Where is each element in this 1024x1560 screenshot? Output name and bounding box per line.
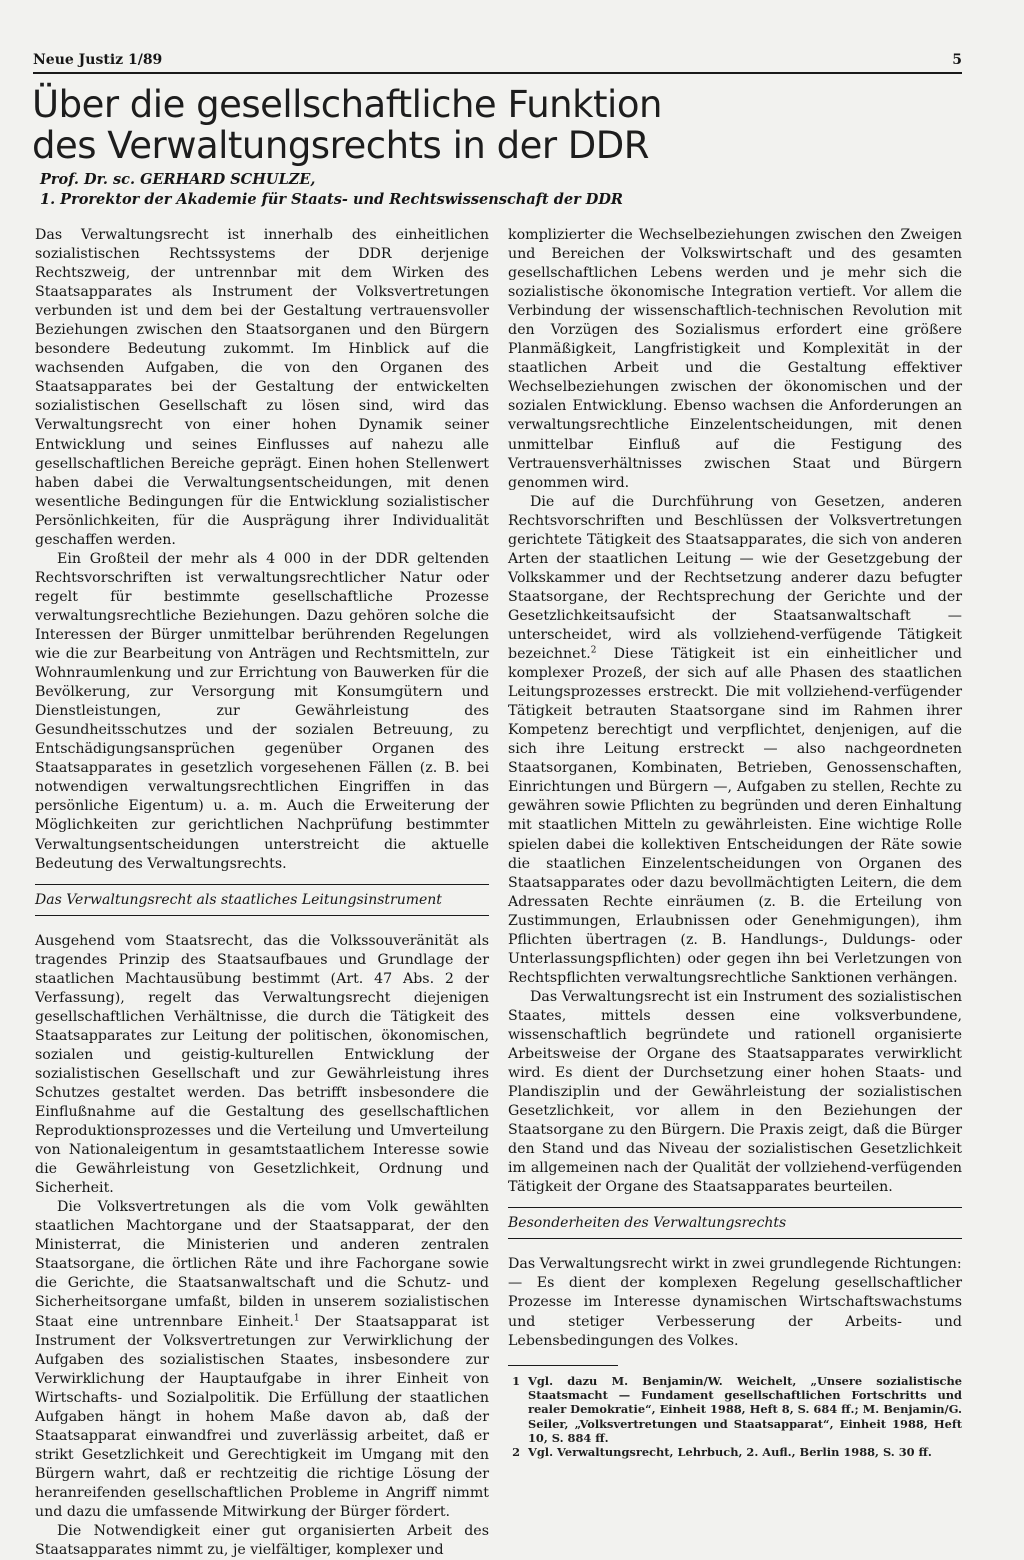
right-paragraph-2-text-a: Die auf die Durchführung von Gesetzen, anderen Rechtsvorschriften und Beschlüssen der Volksvertretungen gerichtete Tätigkeit des Staatsapparates, die sich von anderen Arten der staatlichen Leitung — wie der Gesetzgebung der Volkskammer und der Rechtsetzung anderer dazu befugter Staatsorgane, der Rechtsprechung der Gerichte und der Gesetzlichkeitsaufsicht der Staatsanwaltschaft — unterscheidet, wird als vollziehend-verfügende Tätigkeit bezeichnet. <box>508 493 962 663</box>
right-paragraph-2-text-b: Diese Tätigkeit ist ein einheitlicher und komplexer Prozeß, der sich auf alle Phasen des staatlichen Leitungsprozesses erstreckt. Die mit vollziehend-verfügender Tätigkeit betrauten Staatsorgane sind im Rahmen ihrer Kompetenz berechtigt und verpflichtet, denjenigen, auf die sich ihre Leitung erstreckt — also nachgeordneten Staatsorganen, Kombinaten, Betrieben, Genossenschaften, Einrichtungen und Bürgern —, Aufgaben zu stellen, Rechte zu gewähren sowie Pflichten zu begründen und deren Einhaltung mit staatlichen Mitteln zu gewährleisten. Eine wichtige Rolle spielen dabei die kollektiven Entscheidungen der Räte sowie die staatlichen Einzelentscheidungen von Organen des Staatsapparates oder dazu bevollmächtigten Leitern, die dem Adressaten Rechte einräumen (z. B. die Erteilung von Zustimmungen, Erlaubnissen oder Genehmigungen), ihm Pflichten übertragen (z. B. Handlungs-, Duldungs- oder Unterlassungspflichten) oder gegen ihn bei Verletzungen von Rechtspflichten verwaltungsrechtliche Sanktionen verhängen. <box>508 646 962 986</box>
section2-list-item-1: — Es dient der komplexen Regelung gesellschaftlicher Prozesse im Interesse dynamischen Wirtschaftswachstums und stetiger Verbesserung der Arbeits- und Lebensbedingungen des Volkes. <box>508 1275 962 1349</box>
intro-paragraph-1: Das Verwaltungsrecht ist innerhalb des einheitlichen sozialistischen Rechtssystems der DDR derjenige Rechtszweig, der untrennbar mit dem Wirken des Staatsapparates als Instrument der Volksvertretungen verbunden ist und dem bei der Gestaltung vertrauensvoller Beziehungen zwischen den Staatsorganen und den Bürgern besondere Bedeutung zukommt. Im Hinblick auf die wachsenden Aufgaben, die von den Organen des Staatsapparates bei der Gestaltung der entwickelten sozialistischen Gesellschaft zu lösen sind, wird das Verwaltungsrecht von einer hohen Dynamik seiner Entwicklung und seines Einflusses auf nahezu alle gesellschaftlichen Bereiche geprägt. Einen hohen Stellenwert haben dabei die Verwaltungsentscheidungen, mit denen wesentliche Bedingungen für die Entwicklung sozialistischer Persönlichkeiten, für die Ausprägung ihrer Individualität geschaffen werden. <box>35 227 489 548</box>
journal-issue: Neue Justiz 1/89 <box>33 52 163 68</box>
section1-paragraph-2 <box>35 1198 489 1522</box>
title-line-1: Über die gesellschaftliche Funktion <box>32 83 662 126</box>
footnote-ref-1[interactable]: 1 <box>293 1312 300 1323</box>
intro-paragraph-2: Ein Großteil der mehr als 4 000 in der DDR geltenden Rechtsvorschriften ist verwaltungsrechtlicher Natur oder regelt für bestimmte gesellschaftliche Prozesse verwaltungsrechtliche Beziehungen. Dazu gehören solche die Interessen der Bürger unmittelbar berührenden Regelungen wie die zur Bearbeitung von Anträgen und Rechtsmitteln, zur Wohnraumlenkung und zur Errichtung von Bauwerken für die Bevölkerung, zur Versorgung mit Konsumgütern und Dienstleistungen, zur Gewährleistung des Gesundheitsschutzes und der sozialen Betreuung, zu Entschädigungsansprüchen gegenüber Organen des Staatsapparates in gesetzlich vorgesehenen Fällen (z. B. bei notwendigen verwaltungsrechtlichen Eingriffen in das persönliche Eigentum) u. a. m. Auch die Erweiterung der Möglichkeiten zur gerichtlichen Nachprüfung bestimmter Verwaltungsentscheidungen unterstreicht die aktuelle Bedeutung des Verwaltungsrechts. <box>35 550 489 872</box>
page-number: 5 <box>952 52 962 68</box>
footnote-text: Vgl. dazu M. Benjamin/W. Weichelt, „Unsere sozialistische Staatsmacht — Fundament gesellschaftlichen Fortschritts und realer Demokratie“, Einheit 1988, Heft 8, S. 684 ff.; M. Benjamin/G. Seiler, „Volksvertretungen und Staatsapparat“, Einheit 1988, Heft 10, S. 884 ff. <box>528 1373 962 1445</box>
section2-paragraph-1: Das Verwaltungsrecht wirkt in zwei grundlegende Richtungen: <box>508 1256 962 1273</box>
author-name: Prof. Dr. sc. GERHARD SCHULZE, <box>40 171 316 188</box>
right-paragraph-2 <box>508 493 962 988</box>
title-line-2: des Verwaltungsrechts in der DDR <box>32 124 649 167</box>
section1-paragraph-2-text-a: Die Volksvertretungen als die vom Volk gewählten staatlichen Machtorgane und der Staatsapparat, der den Ministerrat, die Ministerien und anderen zentralen Staatsorgane, die örtlichen Räte und ihre Fachorgane sowie die Gerichte, die Staatsanwaltschaft und die Schutz- und Sicherheitsorgane umfaßt, bilden in unserem sozialistischen Staat eine untrennbare Einheit. <box>35 1199 489 1330</box>
right-column <box>508 226 962 1459</box>
left-column <box>35 226 489 1560</box>
author-position: 1. Prorektor der Akademie für Staats- und Rechtswissenschaft der DDR <box>40 191 623 208</box>
footnote-number: 2 <box>512 1445 520 1460</box>
right-paragraph-3: Das Verwaltungsrecht ist ein Instrument des sozialistischen Staates, mittels dessen eine volksverbundene, wissenschaftlich begründete und rationell organisierte Arbeitsweise der Organe des Staatsapparates verwirklicht wird. Es dient der Durchsetzung einer hohen Staats- und Plandisziplin und der Gewährleistung der sozialistischen Gesetzlichkeit, vor allem in den Beziehungen der Staatsorgane zu den Bürgern. Die Praxis zeigt, daß die Bürger den Stand und das Niveau der sozialistischen Gesetzlichkeit im allgemeinen nach der Qualität der vollziehend-verfügenden Tätigkeit der Organe des Staatsapparates beurteilen. <box>508 988 962 1196</box>
footnote <box>508 1374 962 1445</box>
footnote <box>508 1445 962 1459</box>
right-paragraph-1: komplizierter die Wechselbeziehungen zwischen den Zweigen und Bereichen der Volkswirtschaft und des gesamten gesellschaftlichen Lebens werden und je mehr sich die sozialistische ökonomische Integration vertieft. Vor allem die Verbindung der wissenschaftlich-technischen Revolution mit den Vorzügen des Sozialismus erfordert eine größere Planmäßigkeit, Langfristigkeit und Komplexität in der staatlichen Arbeit und die Gestaltung effektiver Wechselbeziehungen zwischen der ökonomischen und der sozialen Entwicklung. Ebenso wachsen die Anforderungen an verwaltungsrechtliche Einzelentscheidungen, mit denen unmittelbar Einfluß auf die Festigung des Vertrauensverhältnisses zwischen Staat und Bürgern genommen wird. <box>508 227 962 491</box>
section1-paragraph-1: Ausgehend vom Staatsrecht, das die Volkssouveränität als tragendes Prinzip des Staatsaufbaues und Grundlage der staatlichen Machtausübung bestimmt (Art. 47 Abs. 2 der Verfassung), regelt das Verwaltungsrecht diejenigen gesellschaftlichen Verhältnisse, die durch die Tätigkeit des Staatsapparates zur Leitung der politischen, ökonomischen, sozialen und geistig-kulturellen Entwicklung der sozialistischen Gesellschaft und zur Gewährleistung ihres Schutzes gestaltet werden. Das betrifft insbesondere die Einflußnahme auf die Gestaltung des gesellschaftlichen Reproduktionsprozesses und die Verteilung und Umverteilung von Nationaleigentum in gesamtstaatlichem Interesse sowie die Gewährleistung von Gesetzlichkeit, Ordnung und Sicherheit. <box>35 932 489 1197</box>
section-heading: Besonderheiten des Verwaltungsrechts <box>508 1207 962 1239</box>
footnote-text: Vgl. Verwaltungsrecht, Lehrbuch, 2. Aufl., Berlin 1988, S. 30 ff. <box>528 1445 932 1460</box>
author-block <box>40 170 740 210</box>
footnote-number: 1 <box>512 1373 520 1388</box>
footnote-ref-2[interactable]: 2 <box>590 645 597 656</box>
section-heading: Das Verwaltungsrecht als staatliches Leitungsinstrument <box>35 884 489 916</box>
footnote-rule <box>508 1365 618 1366</box>
article-title <box>32 84 732 166</box>
section1-paragraph-2-text-b: Der Staatsapparat ist Instrument der Volksvertretungen zur Verwirklichung der Aufgaben des sozialistischen Staates, insbesondere zur Verwirklichung der Hauptaufgabe in ihrer Einheit von Wirtschafts- und Sozialpolitik. Die Erfüllung der staatlichen Aufgaben hängt in hohem Maße davon ab, daß der Staatsapparat einwandfrei und zuverlässig arbeitet, daß er strikt Gesetzlichkeit und Gerechtigkeit im Umgang mit den Bürgern wahrt, daß er rechtzeitig die richtige Lösung der heranreifenden gesellschaftlichen Probleme in Angriff nimmt und dazu die umfassende Mitwirkung der Bürger fördert. <box>35 1313 489 1520</box>
running-header <box>33 50 962 74</box>
footnotes <box>508 1374 962 1460</box>
section1-paragraph-3: Die Notwendigkeit einer gut organisierten Arbeit des Staatsapparates nimmt zu, je vielfältiger, komplexer und <box>35 1523 489 1559</box>
